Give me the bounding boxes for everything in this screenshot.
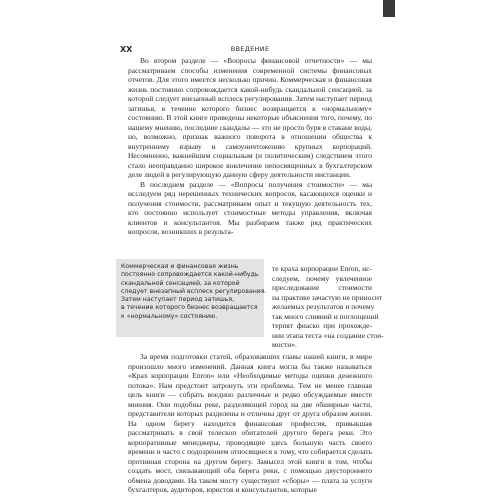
wrapped-text [272, 264, 384, 350]
wrapped-line: нии этапа теста «на создание стои- [272, 330, 384, 340]
wrapped-line: желаемых результатов и почему [272, 302, 375, 311]
wrapped-line: следуем, почему увлеченное [272, 273, 372, 283]
pull-quote-line: к «нормальному» состоянию. [121, 312, 218, 320]
page-number: XX [120, 45, 133, 54]
main-text-top [128, 56, 372, 237]
wrapped-line: преследование стоимости [272, 283, 372, 292]
pull-quote-line: следует внезапный всплеск регулирования. [121, 287, 267, 295]
paragraph: В последнем разделе — «Вопросы получения стоимости» — мы исследуем ряд нерешенных технических вопросов, касающихся оценки и получения стоимости, рассматриваем опыт и текущую деятельность тех, кто постоянно использует стоимостные методы управления, включая клиентов и консультантов. Мы разбираем также ряд практических вопросов, возникших в результа- [128, 179, 372, 236]
paragraph: Во втором разделе — «Вопросы финансовой отчетности» — мы рассматриваем способы изменения современной системы финансовых отчетов. Для этого имеется несколько причин. Коммерческая и финансовая жизнь постоянно сопровождается какой-нибудь скандальной сенсацией, за которой следует внезапный всплеск регулирования. Затем наступает период затишья, в течение которого бизнес возвращается к «нормальному» состоянию. В этой книге приведены некоторые объяснения того, почему, по нашему мнению, последние скандалы — это не просто буря в стакане воды, но, возможно, признак важного поворота в отношении общества к внутреннему взрыву и самоуничтожению крупных корпораций. Несомненно, важнейшим социальным (и политическим) следствием этого стало неоправданно широкое вовлечение непосвященных в бухгалтерском деле людей в регулирующую данную сферу деятельности инстанции. [128, 56, 372, 179]
wrapped-line: так много слияний и поглощений [272, 311, 379, 321]
wrapped-line: те краха корпорации Enron, ис- [272, 264, 372, 273]
pull-quote-line: скандальной сенсацией, за которой [121, 279, 240, 287]
wrapped-line: на практике зачастую не приносит [272, 292, 383, 302]
pull-quote-line: постоянно сопровождается какой-нибудь [121, 271, 259, 279]
running-head: ВВЕДЕНИЕ [230, 45, 270, 53]
pull-quote-box [116, 259, 267, 337]
pull-quote-line: Затем наступает период затишья, [121, 296, 235, 304]
paragraph: За время подготовки статей, образовавших главы нашей книги, в мире произошло много изменений. Данная книга могла бы также называться «Крах корпорации Enron» или «Необходимые методы оценки денежного потока». Нам предстоит затронуть эти проблемы. Тем не менее главная цель книги — собрать воедино различные и редко обсуждаемые вместе мнения. Они подобны реке, разделяющей город на две обширные части, представители которых разделены и отличны друг от друга образом жизни. На одном берегу находится финансовая профессия, привыкшая рассматривать в свой телескоп обитателей другого берега реки. Это корпоративные менеджеры, проводящие здесь большую часть своего времени и часто с подозрением относящиеся к тому, что собирается сделать противная сторона на другом берегу. Замысел этой книги в том, чтобы создать мост, связывающий оба берега реки, с помощью двустороннего обмена доводами. На таком мосту существуют «сборы» — плата за услуги бухгалтеров, аудиторов, юристов и консультантов, которые [128, 352, 372, 494]
wrapped-line: мости». [272, 340, 297, 349]
wrapped-line: терпят фиаско при прохожде- [272, 321, 372, 330]
page-edge-marker [383, 0, 395, 17]
pull-quote-line: в течение которого бизнес возвращается [121, 304, 258, 312]
pull-quote-line: Коммерческая и финансовая жизнь [121, 263, 239, 270]
main-text-bottom [128, 352, 372, 495]
